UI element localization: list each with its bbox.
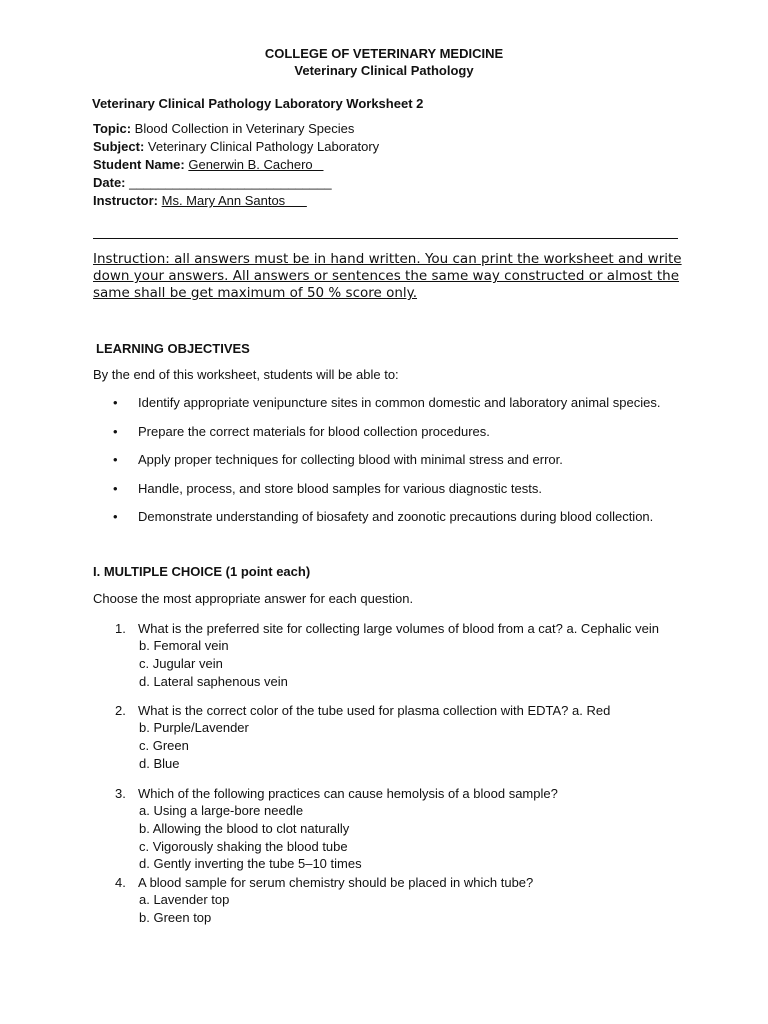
answer-options [139, 802, 362, 873]
learning-objectives-list [93, 394, 660, 537]
objective-text: Demonstrate understanding of biosafety and zoonotic precautions during blood collection. [138, 509, 654, 524]
answer-options [139, 891, 229, 927]
objective-item [93, 451, 660, 480]
question-stem: Which of the following practices can cause hemolysis of a blood sample? [138, 786, 558, 801]
bullet-icon: • [113, 480, 118, 496]
objective-text: Identify appropriate venipuncture sites in common domestic and laboratory animal species. [138, 395, 661, 410]
subject-line [93, 138, 379, 156]
multiple-choice-intro: Choose the most appropriate answer for each question. [93, 591, 414, 606]
worksheet-meta [93, 120, 379, 210]
instructor-value: Ms. Mary Ann Santos [161, 193, 307, 208]
objective-text: Prepare the correct materials for blood collection procedures. [138, 423, 490, 439]
student-name-line [93, 156, 379, 174]
answer-option: d. Gently inverting the tube 5–10 times [139, 856, 362, 872]
instructor-label: Instructor: [93, 193, 158, 208]
subject-label: Subject: [93, 139, 145, 154]
question-number: 1. [115, 621, 126, 636]
instruction-text: Instruction: all answers must be in hand written. You can print the worksheet and write down your answers. All answers or sentences the same way constructed or almost the same shall be get maximum of 50 % score only. [93, 251, 682, 301]
document-header [0, 45, 768, 79]
answer-option: c. Jugular vein [139, 655, 223, 671]
date-line [93, 174, 379, 192]
multiple-choice-heading: I. MULTIPLE CHOICE (1 point each) [93, 564, 311, 579]
answer-option: b. Purple/Lavender [139, 720, 249, 735]
question-stem: What is the preferred site for collecting large volumes of blood from a cat? a. Cephalic vein [138, 621, 659, 636]
instructor-line [93, 192, 379, 210]
answer-option: b. Green top [139, 909, 212, 925]
answer-options [139, 637, 288, 690]
horizontal-rule [93, 238, 678, 239]
answer-options [139, 719, 249, 772]
college-name: COLLEGE OF VETERINARY MEDICINE [264, 46, 504, 61]
date-value: ____________________________ [125, 175, 332, 190]
learning-objectives-intro: By the end of this worksheet, students will be able to: [93, 367, 399, 382]
topic-value: Blood Collection in Veterinary Species [131, 121, 355, 136]
bullet-icon: • [113, 509, 118, 524]
worksheet-title: Veterinary Clinical Pathology Laboratory Worksheet 2 [92, 96, 424, 111]
objective-item [93, 508, 660, 537]
subject-value: Veterinary Clinical Pathology Laboratory [144, 139, 380, 154]
answer-option: a. Lavender top [139, 892, 230, 907]
question-stem: What is the correct color of the tube used for plasma collection with EDTA? a. Red [138, 703, 611, 718]
bullet-icon: • [113, 423, 118, 439]
objective-text: Handle, process, and store blood samples for various diagnostic tests. [138, 480, 542, 496]
student-name-value: Generwin B. Cachero [188, 157, 324, 172]
answer-option: b. Femoral vein [139, 638, 229, 653]
objective-item [93, 423, 660, 452]
topic-label: Topic: [93, 121, 132, 136]
bullet-icon: • [113, 395, 118, 410]
date-label: Date: [93, 175, 126, 190]
objective-item [93, 394, 660, 423]
objective-item [93, 480, 660, 509]
objective-text: Apply proper techniques for collecting blood with minimal stress and error. [138, 452, 563, 467]
student-name-label: Student Name: [93, 157, 185, 172]
question-number: 4. [115, 875, 126, 890]
topic-line [93, 120, 379, 138]
answer-option: d. Blue [139, 755, 180, 771]
learning-objectives-heading: LEARNING OBJECTIVES [96, 341, 250, 356]
answer-option: c. Vigorously shaking the blood tube [139, 838, 348, 854]
question-number: 2. [115, 703, 126, 718]
answer-option: d. Lateral saphenous vein [139, 673, 288, 689]
answer-option: c. Green [139, 737, 189, 753]
answer-option: a. Using a large-bore needle [139, 803, 304, 818]
answer-option: b. Allowing the blood to clot naturally [139, 820, 350, 836]
course-name: Veterinary Clinical Pathology [294, 63, 474, 78]
question-stem: A blood sample for serum chemistry should be placed in which tube? [138, 875, 534, 890]
question-number: 3. [115, 786, 126, 801]
bullet-icon: • [113, 452, 118, 467]
